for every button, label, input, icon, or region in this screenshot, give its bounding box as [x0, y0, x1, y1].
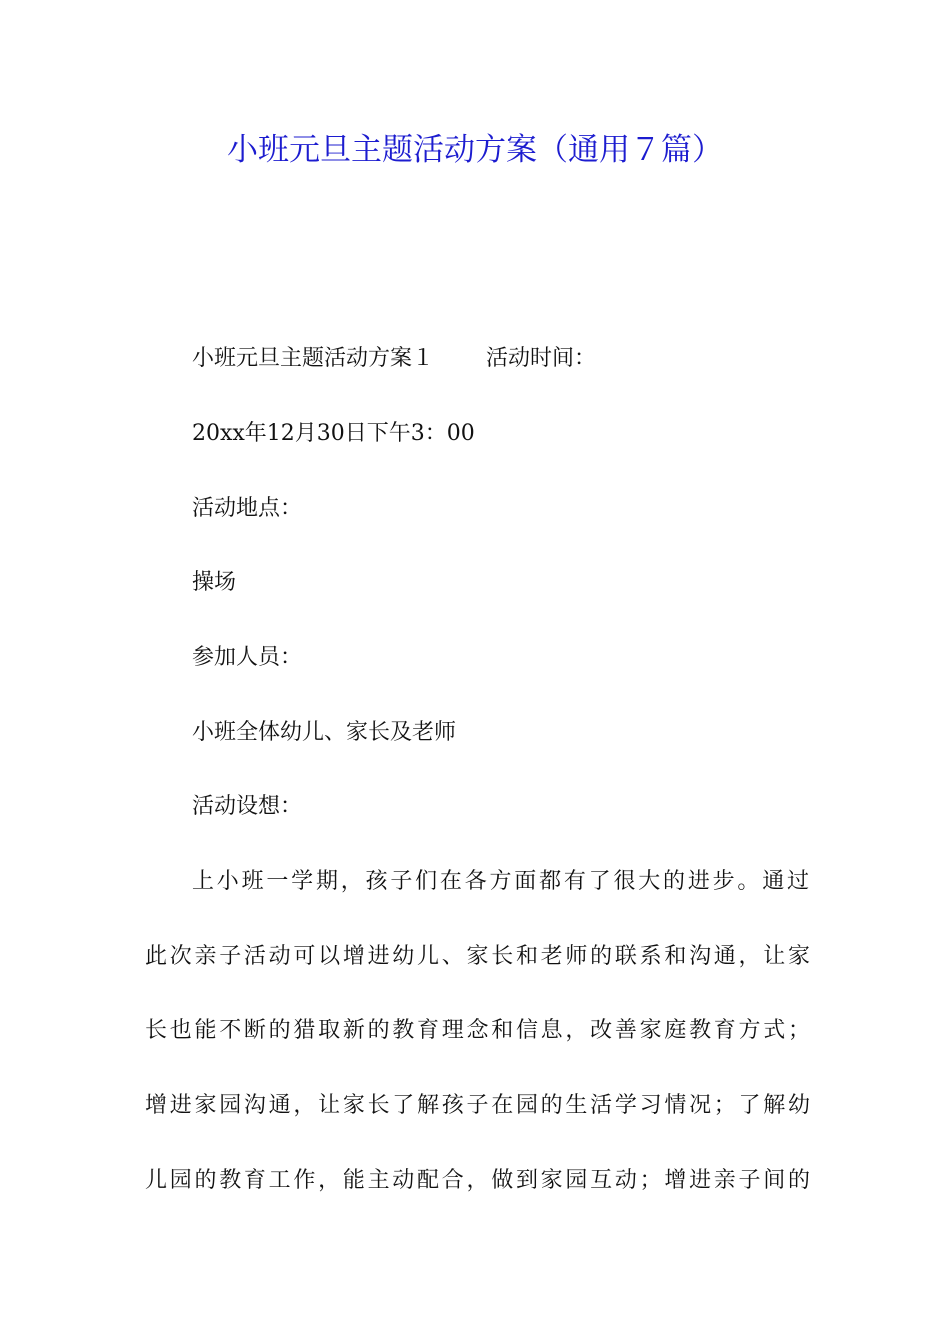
place-label: 活动地点：	[192, 496, 303, 521]
document-title: 小班元旦主题活动方案（通用７篇）	[227, 132, 723, 168]
paragraph-line: 长也能不断的猎取新的教育理念和信息，改善家庭教育方式；	[145, 1018, 810, 1043]
paragraph-line: 上小班一学期，孩子们在各方面都有了很大的进步。通过	[192, 869, 809, 894]
time-label: 活动时间：	[486, 346, 597, 371]
paragraph-line: 儿园的教育工作，能主动配合，做到家园互动；增进亲子间的	[145, 1168, 810, 1193]
paragraph-line: 增进家园沟通，让家长了解孩子在园的生活学习情况；了解幼	[145, 1093, 810, 1118]
paragraph-line: 此次亲子活动可以增进幼儿、家长和老师的联系和沟通，让家	[145, 944, 810, 969]
idea-label: 活动设想：	[192, 794, 303, 819]
participants-label: 参加人员：	[192, 645, 303, 670]
section-heading: 小班元旦主题活动方案１	[192, 346, 435, 371]
participants-value: 小班全体幼儿、家长及老师	[192, 720, 457, 745]
section-heading-line	[192, 342, 857, 376]
place-value: 操场	[192, 570, 237, 595]
time-value: 20xx年12月30日下午3：00	[192, 421, 475, 446]
